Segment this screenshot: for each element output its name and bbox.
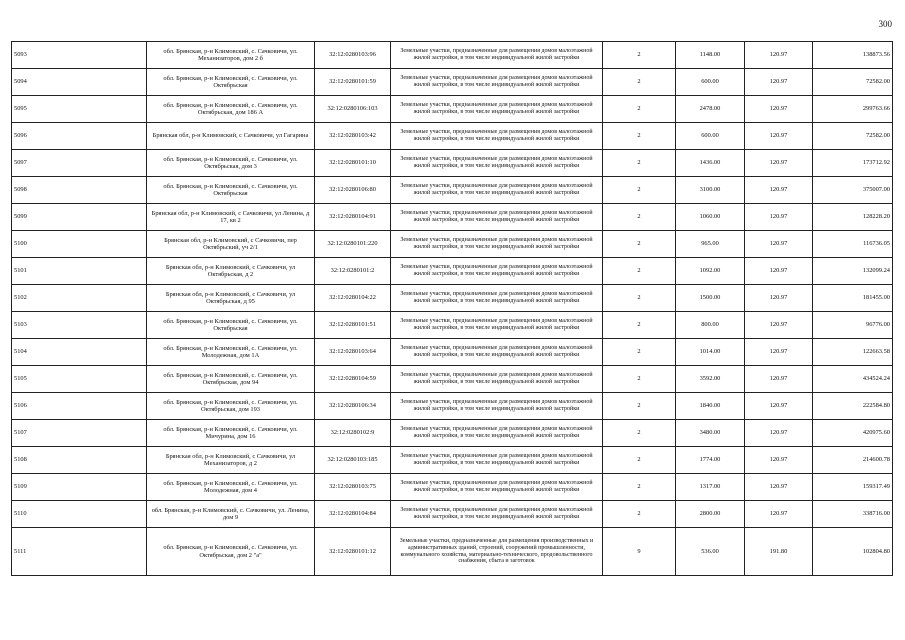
address-cell: обл. Брянская, р-н Климовский, с. Сачковичи, ул. Октябрьская, дом 94: [147, 366, 315, 393]
area-cell: 2800.00: [676, 501, 745, 528]
area-cell: 600.00: [676, 69, 745, 96]
cadastral-value-cell: 72582.00: [813, 123, 893, 150]
group-cell: 2: [603, 366, 676, 393]
table-row: [12, 528, 893, 576]
row-number: 5102: [12, 285, 147, 312]
cadastral-number-cell: 32:12:0280104:59: [315, 366, 391, 393]
group-cell: 2: [603, 123, 676, 150]
specific-value-cell: 120.97: [745, 285, 813, 312]
specific-value-cell: 120.97: [745, 123, 813, 150]
specific-value-cell: 120.97: [745, 474, 813, 501]
specific-value-cell: 120.97: [745, 231, 813, 258]
land-use-cell: Земельные участки, предназначенные для размещения домов малоэтажной жилой застройки, в том числе индивидуальной жилой застройки: [391, 339, 603, 366]
land-use-cell: Земельные участки, предназначенные для размещения домов малоэтажной жилой застройки, в том числе индивидуальной жилой застройки: [391, 393, 603, 420]
specific-value-cell: 120.97: [745, 393, 813, 420]
row-number: 5105: [12, 366, 147, 393]
specific-value-cell: 120.97: [745, 339, 813, 366]
address-cell: Брянская обл, р-н Климовский, с Сачковичи, ул Октябрьская, д 95: [147, 285, 315, 312]
row-number: 5100: [12, 231, 147, 258]
area-cell: 536.00: [676, 528, 745, 576]
area-cell: 1774.00: [676, 447, 745, 474]
land-use-cell: Земельные участки, предназначенные для размещения домов малоэтажной жилой застройки, в том числе индивидуальной жилой застройки: [391, 150, 603, 177]
table-body: [12, 42, 893, 576]
cadastral-value-cell: 96776.00: [813, 312, 893, 339]
land-use-cell: Земельные участки, предназначенные для размещения домов малоэтажной жилой застройки, в том числе индивидуальной жилой застройки: [391, 366, 603, 393]
table-row: [12, 150, 893, 177]
page-number: 300: [878, 19, 892, 29]
table-row: [12, 231, 893, 258]
cadastral-number-cell: 32:12:0280103:42: [315, 123, 391, 150]
land-use-cell: Земельные участки, предназначенные для размещения домов малоэтажной жилой застройки, в том числе индивидуальной жилой застройки: [391, 204, 603, 231]
cadastral-number-cell: 32:12:0280101:12: [315, 528, 391, 576]
address-cell: обл. Брянская, р-н Климовский, с. Сачковичи, ул. Механизаторов, дом 2 б: [147, 42, 315, 69]
address-cell: обл. Брянская, р-н Климовский, с. Сачковичи, ул. Октябрьская, дом 3: [147, 150, 315, 177]
table-row: [12, 474, 893, 501]
group-cell: 2: [603, 150, 676, 177]
area-cell: 3592.00: [676, 366, 745, 393]
area-cell: 965.00: [676, 231, 745, 258]
land-use-cell: Земельные участки, предназначенные для размещения домов малоэтажной жилой застройки, в том числе индивидуальной жилой застройки: [391, 312, 603, 339]
address-cell: обл. Брянская, р-н Климовский, с. Сачковичи, ул. Молодежная, дом 4: [147, 474, 315, 501]
group-cell: 2: [603, 285, 676, 312]
row-number: 5108: [12, 447, 147, 474]
specific-value-cell: 120.97: [745, 69, 813, 96]
specific-value-cell: 120.97: [745, 420, 813, 447]
area-cell: 1436.00: [676, 150, 745, 177]
group-cell: 2: [603, 312, 676, 339]
land-use-cell: Земельные участки, предназначенные для размещения домов малоэтажной жилой застройки, в том числе индивидуальной жилой застройки: [391, 96, 603, 123]
land-use-cell: Земельные участки, предназначенные для размещения домов малоэтажной жилой застройки, в том числе индивидуальной жилой застройки: [391, 42, 603, 69]
table-row: [12, 447, 893, 474]
land-use-cell: Земельные участки, предназначенные для размещения домов малоэтажной жилой застройки, в том числе индивидуальной жилой застройки: [391, 177, 603, 204]
cadastral-number-cell: 32:12:0280101:2: [315, 258, 391, 285]
cadastral-number-cell: 32:12:0280104:22: [315, 285, 391, 312]
table-row: [12, 258, 893, 285]
cadastral-value-cell: 122663.58: [813, 339, 893, 366]
area-cell: 1148.00: [676, 42, 745, 69]
cadastral-number-cell: 32:12:0280106:34: [315, 393, 391, 420]
table-row: [12, 339, 893, 366]
land-use-cell: Земельные участки, предназначенные для размещения домов малоэтажной жилой застройки, в том числе индивидуальной жилой застройки: [391, 285, 603, 312]
cadastral-value-table: [11, 41, 893, 576]
group-cell: 2: [603, 42, 676, 69]
row-number: 5109: [12, 474, 147, 501]
table-row: [12, 177, 893, 204]
table-row: [12, 69, 893, 96]
cadastral-number-cell: 32:12:0280101:51: [315, 312, 391, 339]
cadastral-value-cell: 420975.60: [813, 420, 893, 447]
row-number: 5098: [12, 177, 147, 204]
row-number: 5096: [12, 123, 147, 150]
group-cell: 2: [603, 204, 676, 231]
specific-value-cell: 120.97: [745, 42, 813, 69]
table-row: [12, 96, 893, 123]
row-number: 5095: [12, 96, 147, 123]
cadastral-number-cell: 32:12:0280103:96: [315, 42, 391, 69]
cadastral-value-cell: 434524.24: [813, 366, 893, 393]
cadastral-number-cell: 32:12:0280106:103: [315, 96, 391, 123]
group-cell: 2: [603, 447, 676, 474]
address-cell: обл. Брянская, р-н Климовский, с. Сачковичи, ул. Октябрьская, дом 2 "а": [147, 528, 315, 576]
address-cell: обл. Брянская, р-н Климовский, с. Сачковичи, ул. Октябрьская: [147, 177, 315, 204]
address-cell: обл. Брянская, р-н Климовский, с. Сачковичи, ул. Ленина, дом 9: [147, 501, 315, 528]
cadastral-value-cell: 375007.00: [813, 177, 893, 204]
specific-value-cell: 120.97: [745, 96, 813, 123]
address-cell: обл. Брянская, р-н Климовский, с. Сачковичи, ул. Октябрьская, дом 193: [147, 393, 315, 420]
row-number: 5101: [12, 258, 147, 285]
land-use-cell: Земельные участки, предназначенные для размещения домов малоэтажной жилой застройки, в том числе индивидуальной жилой застройки: [391, 420, 603, 447]
land-use-cell: Земельные участки, предназначенные для размещения домов малоэтажной жилой застройки, в том числе индивидуальной жилой застройки: [391, 447, 603, 474]
cadastral-value-cell: 128228.20: [813, 204, 893, 231]
address-cell: обл. Брянская, р-н Климовский, с. Сачковичи, ул. Октябрьская: [147, 69, 315, 96]
land-use-cell: Земельные участки, предназначенные для размещения домов малоэтажной жилой застройки, в том числе индивидуальной жилой застройки: [391, 69, 603, 96]
address-cell: Брянская обл, р-н Климовский, с Сачковичи, ул Механизаторов, д 2: [147, 447, 315, 474]
row-number: 5107: [12, 420, 147, 447]
table-row: [12, 285, 893, 312]
land-use-cell: Земельные участки, предназначенные для размещения домов малоэтажной жилой застройки, в том числе индивидуальной жилой застройки: [391, 474, 603, 501]
area-cell: 2478.00: [676, 96, 745, 123]
specific-value-cell: 120.97: [745, 447, 813, 474]
group-cell: 2: [603, 393, 676, 420]
specific-value-cell: 120.97: [745, 177, 813, 204]
area-cell: 1092.00: [676, 258, 745, 285]
area-cell: 600.00: [676, 123, 745, 150]
table-row: [12, 312, 893, 339]
cadastral-value-cell: 72582.00: [813, 69, 893, 96]
area-cell: 3480.00: [676, 420, 745, 447]
table-row: [12, 366, 893, 393]
land-use-cell: Земельные участки, предназначенные для размещения домов малоэтажной жилой застройки, в том числе индивидуальной жилой застройки: [391, 231, 603, 258]
group-cell: 2: [603, 420, 676, 447]
row-number: 5093: [12, 42, 147, 69]
row-number: 5099: [12, 204, 147, 231]
row-number: 5097: [12, 150, 147, 177]
table-row: [12, 123, 893, 150]
group-cell: 2: [603, 96, 676, 123]
cadastral-value-cell: 102804.80: [813, 528, 893, 576]
group-cell: 2: [603, 69, 676, 96]
cadastral-number-cell: 32:12:0280106:80: [315, 177, 391, 204]
row-number: 5104: [12, 339, 147, 366]
group-cell: 9: [603, 528, 676, 576]
row-number: 5094: [12, 69, 147, 96]
address-cell: Брянская обл, р-н Климовский, с Сачковичи, пер Октябрьский, уч 2/1: [147, 231, 315, 258]
address-cell: обл. Брянская, р-н Климовский, с. Сачковичи, ул. Октябрьская: [147, 312, 315, 339]
land-use-cell: Земельные участки, предназначенные для размещения домов малоэтажной жилой застройки, в том числе индивидуальной жилой застройки: [391, 501, 603, 528]
table-row: [12, 393, 893, 420]
specific-value-cell: 120.97: [745, 501, 813, 528]
area-cell: 1500.00: [676, 285, 745, 312]
row-number: 5110: [12, 501, 147, 528]
land-use-cell: Земельные участки, предназначенные для размещения домов малоэтажной жилой застройки, в том числе индивидуальной жилой застройки: [391, 258, 603, 285]
cadastral-value-cell: 159317.49: [813, 474, 893, 501]
group-cell: 2: [603, 231, 676, 258]
area-cell: 1840.00: [676, 393, 745, 420]
cadastral-number-cell: 32:12:0280101:59: [315, 69, 391, 96]
area-cell: 1014.00: [676, 339, 745, 366]
specific-value-cell: 191.80: [745, 528, 813, 576]
address-cell: обл. Брянская, р-н Климовский, с. Сачковичи, ул. Мичурина, дом 16: [147, 420, 315, 447]
cadastral-value-cell: 222584.80: [813, 393, 893, 420]
address-cell: Брянская обл, р-н Климовский, с Сачковичи, ул Октябрьская, д 2: [147, 258, 315, 285]
cadastral-value-cell: 181455.00: [813, 285, 893, 312]
cadastral-number-cell: 32:12:0280103:75: [315, 474, 391, 501]
area-cell: 1060.00: [676, 204, 745, 231]
row-number: 5111: [12, 528, 147, 576]
land-use-cell: Земельные участки, предназначенные для размещения производственных и административных зданий, строений, сооружений промышленности, коммунального хозяйства, материально-технического, продовольственного снабжения, сбыта и заготовок: [391, 528, 603, 576]
area-cell: 3100.00: [676, 177, 745, 204]
specific-value-cell: 120.97: [745, 258, 813, 285]
cadastral-value-cell: 299763.66: [813, 96, 893, 123]
specific-value-cell: 120.97: [745, 312, 813, 339]
cadastral-value-cell: 138873.56: [813, 42, 893, 69]
area-cell: 1317.00: [676, 474, 745, 501]
address-cell: Брянская обл, р-н Климовский, с Сачковичи, ул Гагарина: [147, 123, 315, 150]
cadastral-value-cell: 214600.78: [813, 447, 893, 474]
cadastral-number-cell: 32:12:0280101:220: [315, 231, 391, 258]
cadastral-number-cell: 32:12:0280103:185: [315, 447, 391, 474]
table-row: [12, 420, 893, 447]
cadastral-value-cell: 173712.92: [813, 150, 893, 177]
address-cell: обл. Брянская, р-н Климовский, с. Сачковичи, ул. Октябрьская, дом 186 А: [147, 96, 315, 123]
cadastral-value-cell: 116736.05: [813, 231, 893, 258]
address-cell: Брянская обл, р-н Климовский, с Сачковичи, ул Ленина, д 17, кв 2: [147, 204, 315, 231]
group-cell: 2: [603, 474, 676, 501]
row-number: 5103: [12, 312, 147, 339]
cadastral-number-cell: 32:12:0280101:10: [315, 150, 391, 177]
cadastral-value-cell: 338716.00: [813, 501, 893, 528]
cadastral-number-cell: 32:12:0280104:84: [315, 501, 391, 528]
cadastral-number-cell: 32:12:0280102:9: [315, 420, 391, 447]
area-cell: 800.00: [676, 312, 745, 339]
group-cell: 2: [603, 258, 676, 285]
table-row: [12, 501, 893, 528]
group-cell: 2: [603, 501, 676, 528]
specific-value-cell: 120.97: [745, 366, 813, 393]
cadastral-number-cell: 32:12:0280103:64: [315, 339, 391, 366]
group-cell: 2: [603, 339, 676, 366]
cadastral-number-cell: 32:12:0280104:91: [315, 204, 391, 231]
address-cell: обл. Брянская, р-н Климовский, с. Сачковичи, ул. Молодежная, дом 1А: [147, 339, 315, 366]
specific-value-cell: 120.97: [745, 150, 813, 177]
land-use-cell: Земельные участки, предназначенные для размещения домов малоэтажной жилой застройки, в том числе индивидуальной жилой застройки: [391, 123, 603, 150]
specific-value-cell: 120.97: [745, 204, 813, 231]
cadastral-value-cell: 132099.24: [813, 258, 893, 285]
table-row: [12, 42, 893, 69]
group-cell: 2: [603, 177, 676, 204]
table-row: [12, 204, 893, 231]
row-number: 5106: [12, 393, 147, 420]
